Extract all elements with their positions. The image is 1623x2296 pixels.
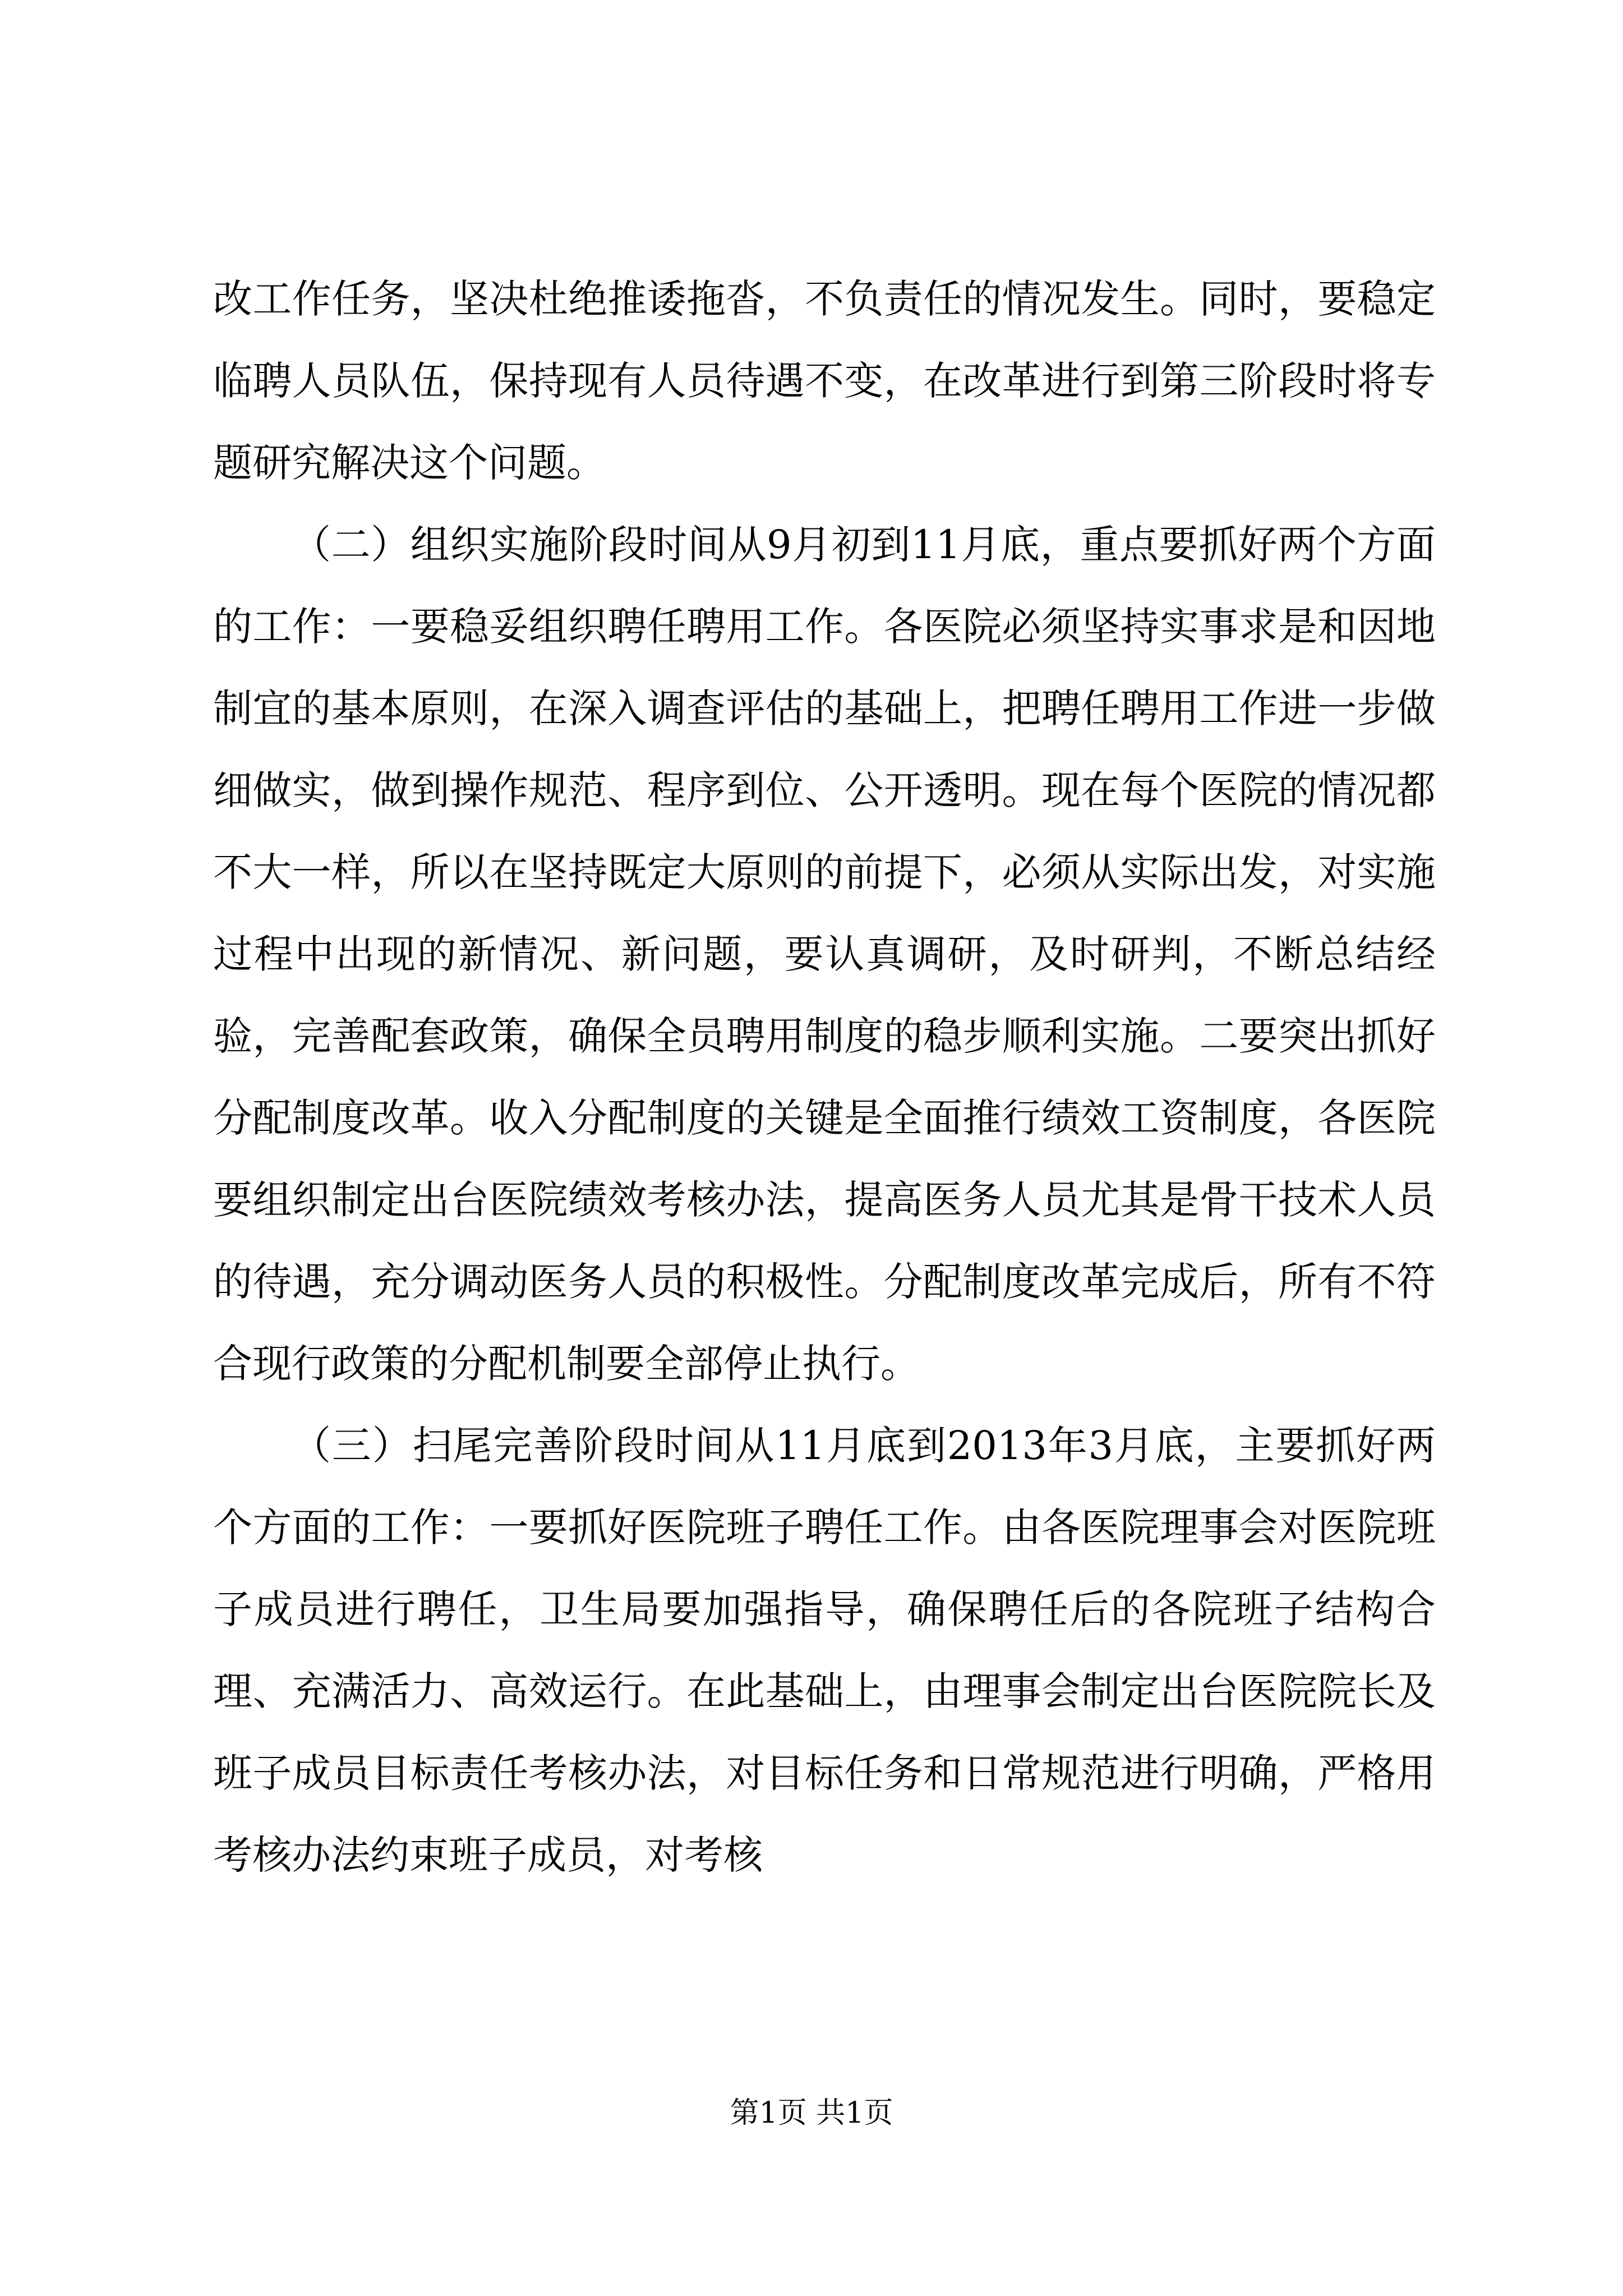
- paragraph-3: （三）扫尾完善阶段时间从11月底到2013年3月底，主要抓好两个方面的工作：一要抓好医院班子聘任工作。由各医院理事会对医院班子成员进行聘任，卫生局要加强指导，确保聘任后的各院班子结构合理、充满活力、高效运行。在此基础上，由理事会制定出台医院院长及班子成员目标责任考核办法，对目标任务和日常规范进行明确，严格用考核办法约束班子成员，对考核: [213, 1423, 1436, 1878]
- document-body: [213, 258, 1436, 1896]
- page-footer: 第1页 共1页: [730, 2096, 893, 2130]
- paragraph-2: （二）组织实施阶段时间从9月初到11月底，重点要抓好两个方面的工作：一要稳妥组织聘任聘用工作。各医院必须坚持实事求是和因地制宜的基本原则，在深入调查评估的基础上，把聘任聘用工作进一步做细做实，做到操作规范、程序到位、公开透明。现在每个医院的情况都不大一样，所以在坚持既定大原则的前提下，必须从实际出发，对实施过程中出现的新情况、新问题，要认真调研，及时研判，不断总结经验，完善配套政策，确保全员聘用制度的稳步顺利实施。二要突出抓好分配制度改革。收入分配制度的关键是全面推行绩效工资制度，各医院要组织制定出台医院绩效考核办法，提高医务人员尤其是骨干技术人员的待遇，充分调动医务人员的积极性。分配制度改革完成后，所有不符合现行政策的分配机制要全部停止执行。: [213, 522, 1436, 1387]
- paragraph-1: 改工作任务，坚决杜绝推诿拖沓，不负责任的情况发生。同时，要稳定临聘人员队伍，保持现有人员待遇不变，在改革进行到第三阶段时将专题研究解决这个问题。: [213, 276, 1436, 486]
